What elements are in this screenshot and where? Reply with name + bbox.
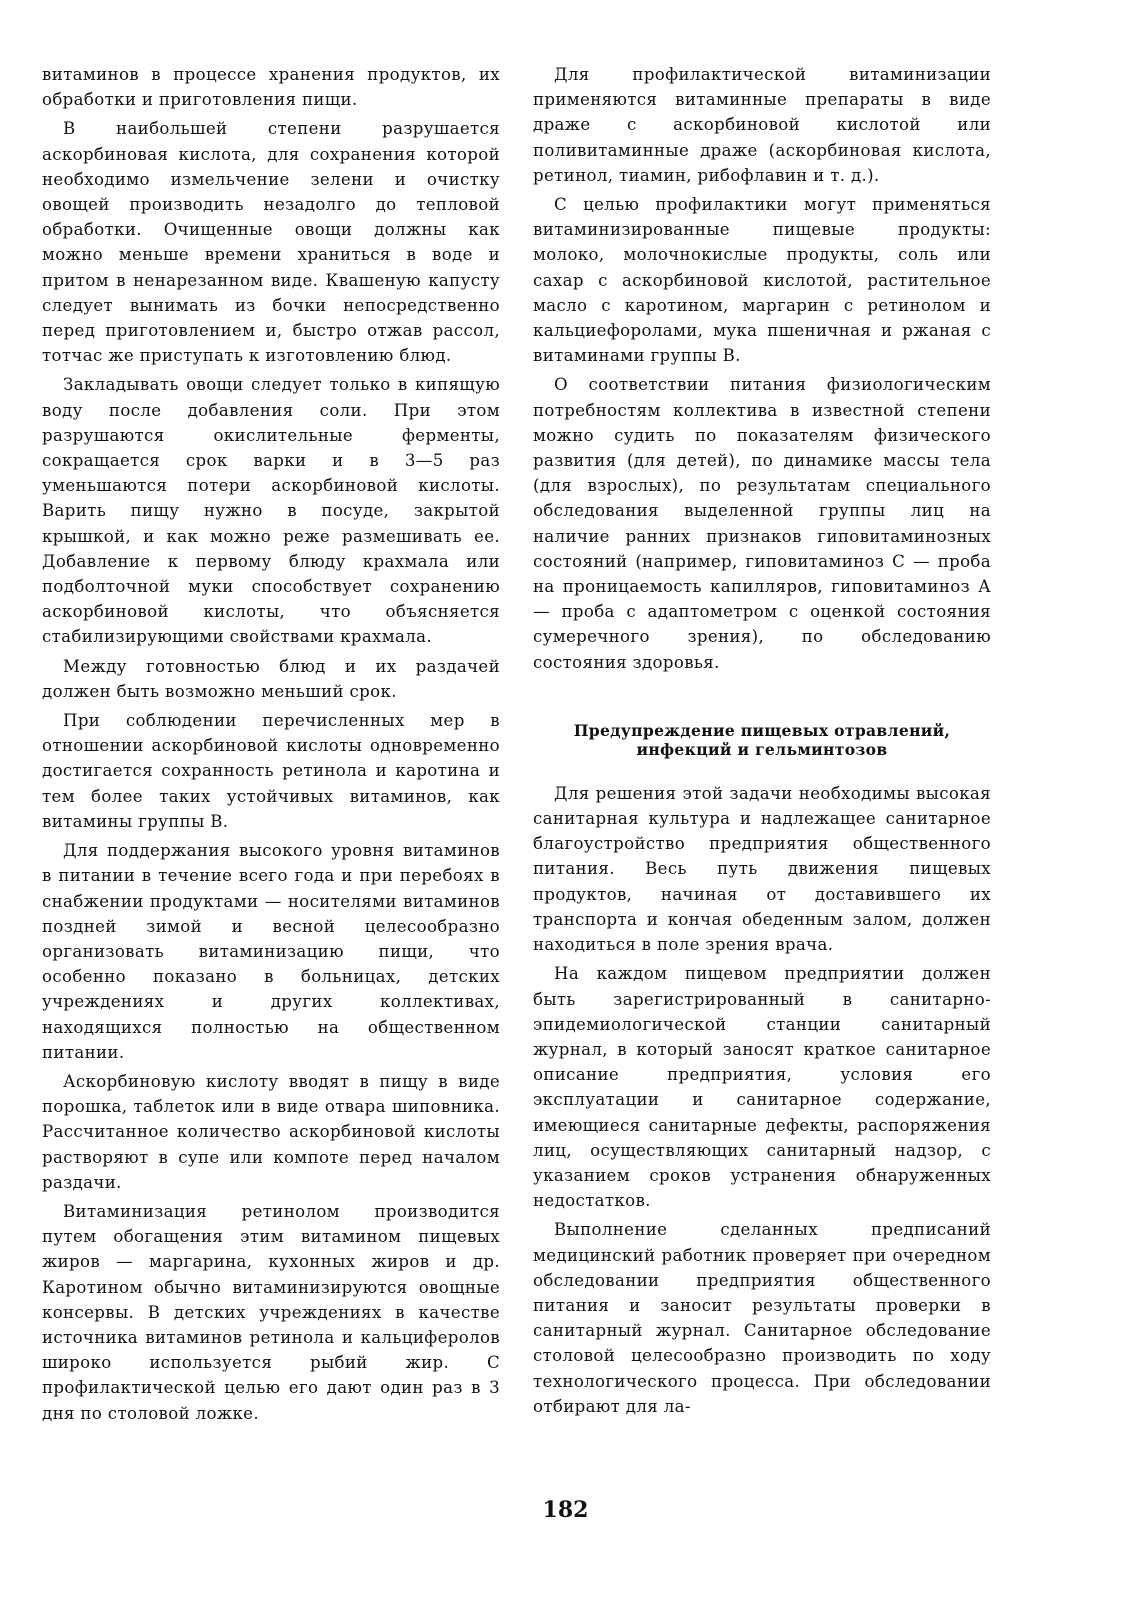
- paragraph: Между готовностью блюд и их раздачей должен быть возможно меньший срок.: [42, 656, 500, 701]
- paragraph: О соответствии питания физиологическим потребностям коллектива в известной степени можно судить по показателям физического развития (для детей), по динамике массы тела (для взрослых), по результатам специального обследования выделенной группы лиц на наличие ранних признаков гиповитаминозных состояний (например, гиповитаминоз С — проба на проницаемость капилляров, гиповитаминоз А — проба с адаптометром с оценкой состояния сумеречного зрения), по обследованию состояния здоровья.: [533, 375, 991, 672]
- page-number: 182: [542, 1497, 589, 1523]
- paragraph: На каждом пищевом предприятии должен быть зарегистрированный в санитарно-эпидемиологической станции санитарный журнал, в который заносят краткое санитарное описание предприятия, условия его эксплуатации и санитарное содержание, имеющиеся санитарные дефекты, распоряжения лиц, осуществляющих санитарный надзор, с указанием сроков устранения обнаруженных недостатков.: [533, 964, 991, 1211]
- left-column: [42, 62, 500, 1430]
- paragraph: При соблюдении перечисленных мер в отношении аскорбиновой кислоты одновременно достигается сохранность ретинола и каротина и тем более таких устойчивых витаминов, как витамины группы В.: [42, 711, 500, 831]
- paragraph: Для решения этой задачи необходимы высокая санитарная культура и надлежащее санитарное благоустройство предприятия общественного питания. Весь путь движения пищевых продуктов, начиная от доставившего их транспорта и кончая обеденным залом, должен находиться в поле зрения врача.: [533, 783, 991, 955]
- paragraph: В наибольшей степени разрушается аскорбиновая кислота, для сохранения которой необходимо измельчение зелени и очистку овощей производить незадолго до тепловой обработки. Очищенные овощи должны как можно меньше времени храниться в воде и притом в ненарезанном виде. Квашеную капусту следует вынимать из бочки непосредственно перед приготовлением и, быстро отжав рассол, тотчас же приступать к изготовлению блюд.: [42, 119, 500, 366]
- paragraph: Закладывать овощи следует только в кипящую воду после добавления соли. При этом разрушаются окислительные ферменты, сокращается срок варки и в 3—5 раз уменьшаются потери аскорбиновой кислоты. Варить пищу нужно в посуде, закрытой крышкой, и как можно реже размешивать ее. Добавление к первому блюду крахмала или подболточной муки способствует сохранению аскорбиновой кислоты, что объясняется стабилизирующими свойствами крахмала.: [42, 375, 500, 647]
- paragraph: Аскорбиновую кислоту вводят в пищу в виде порошка, таблеток или в виде отвара шиповника. Рассчитанное количество аскорбиновой кислоты растворяют в супе или компоте перед началом раздачи.: [42, 1071, 500, 1192]
- section-heading: [533, 721, 991, 759]
- paragraph: Для профилактической витаминизации применяются витаминные препараты в виде драже с аскорбиновой кислотой или поливитаминные драже (аскорбиновая кислота, ретинол, тиамин, рибофлавин и т. д.).: [533, 65, 991, 185]
- paragraph: С целью профилактики могут применяться витаминизированные пищевые продукты: молоко, молочнокислые продукты, соль или сахар с аскорбиновой кислотой, растительное масло с каротином, маргарин с ретинолом и кальциефоролами, мука пшеничная и ржаная с витаминами группы В.: [533, 195, 991, 366]
- paragraph: Витаминизация ретинолом производится путем обогащения этим витамином пищевых жиров — маргарина, кухонных жиров и др. Каротином обычно витаминизируются овощные консервы. В детских учреждениях в качестве источника витаминов ретинола и кальциферолов широко используется рыбий жир. С профилактической целью его дают один раз в 3 дня по столовой ложке.: [42, 1201, 500, 1423]
- right-column: [533, 62, 991, 1423]
- section-heading-line: Предупреждение пищевых отравлений,: [573, 720, 951, 740]
- section-heading-line: инфекций и гельминтозов: [636, 739, 888, 759]
- paragraph: витаминов в процессе хранения продуктов, их обработки и приготовления пищи.: [42, 65, 500, 110]
- paragraph: Выполнение сделанных предписаний медицинский работник проверяет при очередном обследовании предприятия общественного питания и заносит результаты проверки в санитарный журнал. Санитарное обследование столовой целесообразно производить по ходу технологического процесса. При обследовании отбирают для ла-: [533, 1220, 991, 1416]
- paragraph: Для поддержания высокого уровня витаминов в питании в течение всего года и при перебоях в снабжении продуктами — носителями витаминов поздней зимой и весной целесообразно организовать витаминизацию пищи, что особенно показано в больницах, детских учреждениях и других коллективах, находящихся полностью на общественном питании.: [42, 841, 500, 1062]
